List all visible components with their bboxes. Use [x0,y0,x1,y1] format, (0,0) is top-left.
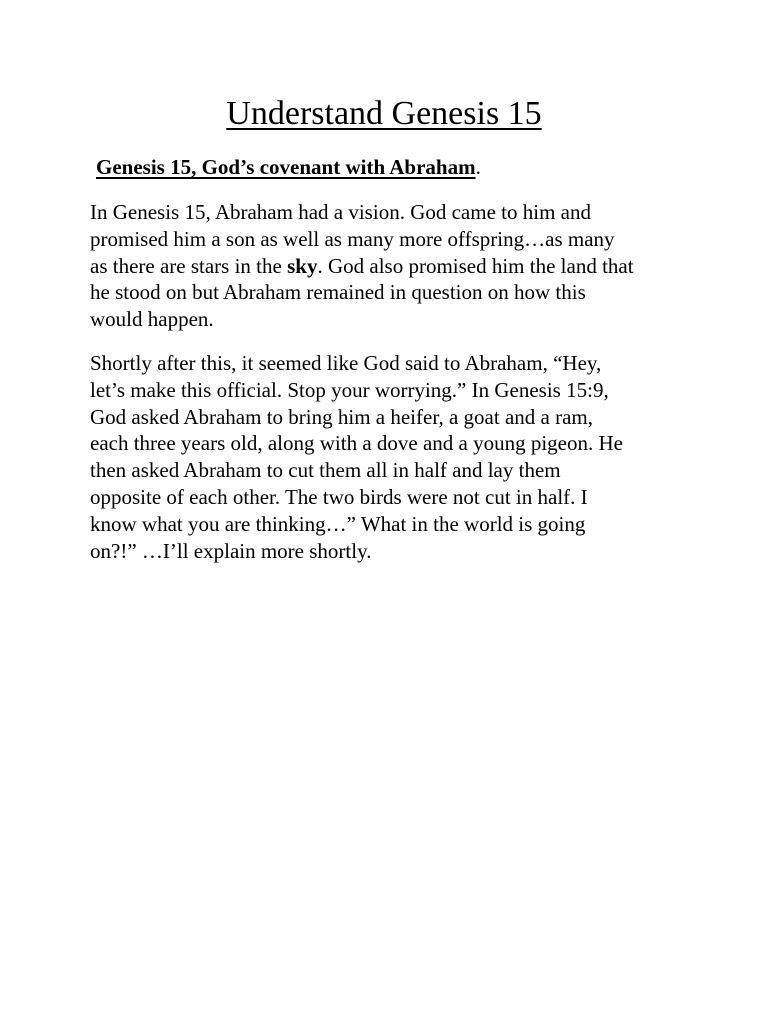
page-title: Understand Genesis 15 [226,95,542,132]
paragraph-line: then asked Abraham to cut them all in half and lay them [90,458,561,483]
section-heading-period: . [475,155,481,179]
line-text: as there are stars in the [90,253,288,278]
paragraph-line: In Genesis 15, Abraham had a vision. God came to him and [90,200,591,224]
paragraph-line: promised him a son as well as many more offspring…as many [90,226,615,251]
paragraph-covenant [90,350,690,564]
paragraph-line: each three years old, along with a dove and a young pigeon. He [90,431,623,456]
paragraph-vision [90,199,690,333]
paragraph-line: let’s make this official. Stop your worrying.” In Genesis 15:9, [90,377,609,402]
paragraph-line: opposite of each other. The two birds were not cut in half. I [90,484,588,509]
paragraph-line [90,253,690,280]
line-text: . God also promised him the land that [317,253,634,278]
paragraph-line: know what you are thinking…” What in the world is going [90,511,586,536]
paragraph-line: would happen. [90,307,214,332]
paragraph-line: Shortly after this, it seemed like God said to Abraham, “Hey, [90,351,602,375]
section-heading-text: Genesis 15, God’s covenant with Abraham [96,155,476,179]
section-heading [96,154,481,180]
paragraph-line: on?!” …I’ll explain more shortly. [90,538,372,563]
bold-word-sky: sky [287,253,318,278]
paragraph-line: he stood on but Abraham remained in question on how this [90,280,586,305]
paragraph-line: God asked Abraham to bring him a heifer, a goat and a ram, [90,404,593,429]
